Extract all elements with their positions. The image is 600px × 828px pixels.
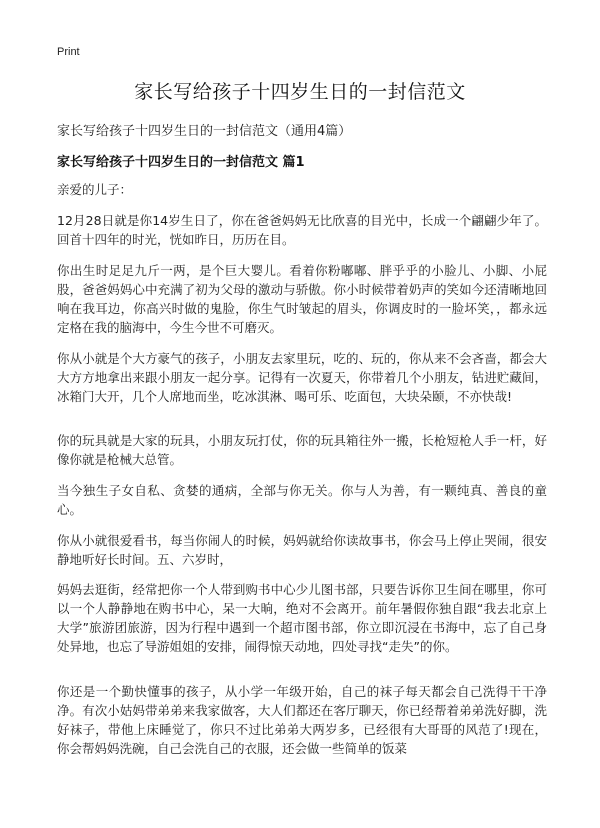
body-paragraph: 12月28日就是你14岁生日了，你在爸爸妈妈无比欣喜的目光中，长成一个翩翩少年了。回首十四年的时光，恍如昨日，历历在目。: [57, 213, 547, 247]
document-subtitle: 家长写给孩子十四岁生日的一封信范文（通用4篇）: [57, 124, 352, 139]
greeting-paragraph: 亲爱的儿子：: [57, 182, 133, 197]
body-paragraph: 你的玩具就是大家的玩具，小朋友玩打仗，你的玩具箱往外一搬，长枪短枪人手一杆，好像你就是枪械大总管。: [57, 433, 547, 467]
body-paragraph: 你从小就很爱看书，每当你闹人的时候，妈妈就给你读故事书，你会马上停止哭闹，很安静地听好长时间。五、六岁时，: [57, 533, 547, 567]
body-paragraph: 妈妈去逛街，经常把你一个人带到购书中心少儿图书部，只要告诉你卫生间在哪里，你可以一个人静静地在购书中心，呆一大晌，绝对不会离开。前年暑假你独自跟“我去北京上大学”旅游团旅游，因为行程中遇到一个超市图书部，你立即沉浸在书海中，忘了自己身处异地，也忘了导游姐姐的安排，闹得惊天动地，四处寻找“走失”的你。: [57, 582, 547, 654]
section-heading: 家长写给孩子十四岁生日的一封信范文 篇1: [57, 155, 305, 170]
document-title: 家长写给孩子十四岁生日的一封信范文: [134, 81, 466, 103]
body-paragraph: 你从小就是个大方豪气的孩子，小朋友去家里玩，吃的、玩的，你从来不会吝啬，都会大大方方地拿出来跟小朋友一起分享。记得有一次夏天，你带着几个小朋友，钻进贮藏间，冰箱门大开，几个人席地而坐，吃冰淇淋、喝可乐、吃面包，大块朵颐，不亦快哉!: [57, 351, 547, 404]
body-paragraph: 你还是一个勤快懂事的孩子，从小学一年级开始，自己的袜子每天都会自己洗得干干净净。有次小姑妈带弟弟来我家做客，大人们都还在客厅聊天，你已经帮着弟弟洗好脚，洗好袜子，带他上床睡觉了，你只不过比弟弟大两岁多，已经很有大哥哥的风范了!现在，你会帮妈妈洗碗，自己会洗自己的衣服，还会做一些简单的饭菜: [57, 684, 547, 756]
body-paragraph: 你出生时足足九斤一两，是个巨大婴儿。看着你粉嘟嘟、胖乎乎的小脸儿、小脚、小屁股，爸爸妈妈心中充满了初为父母的激动与骄傲。你小时候带着奶声的笑如今还清晰地回响在我耳边，你高兴时做的鬼脸，你生气时皱起的眉头，你调皮时的一脸坏笑，，都永远定格在我的脑海中，今生今世不可磨灭。: [57, 263, 547, 335]
body-paragraph: 当今独生子女自私、贪婪的通病，全部与你无关。你与人为善，有一颗纯真、善良的童心。: [57, 483, 547, 517]
print-label: Print: [57, 46, 80, 58]
